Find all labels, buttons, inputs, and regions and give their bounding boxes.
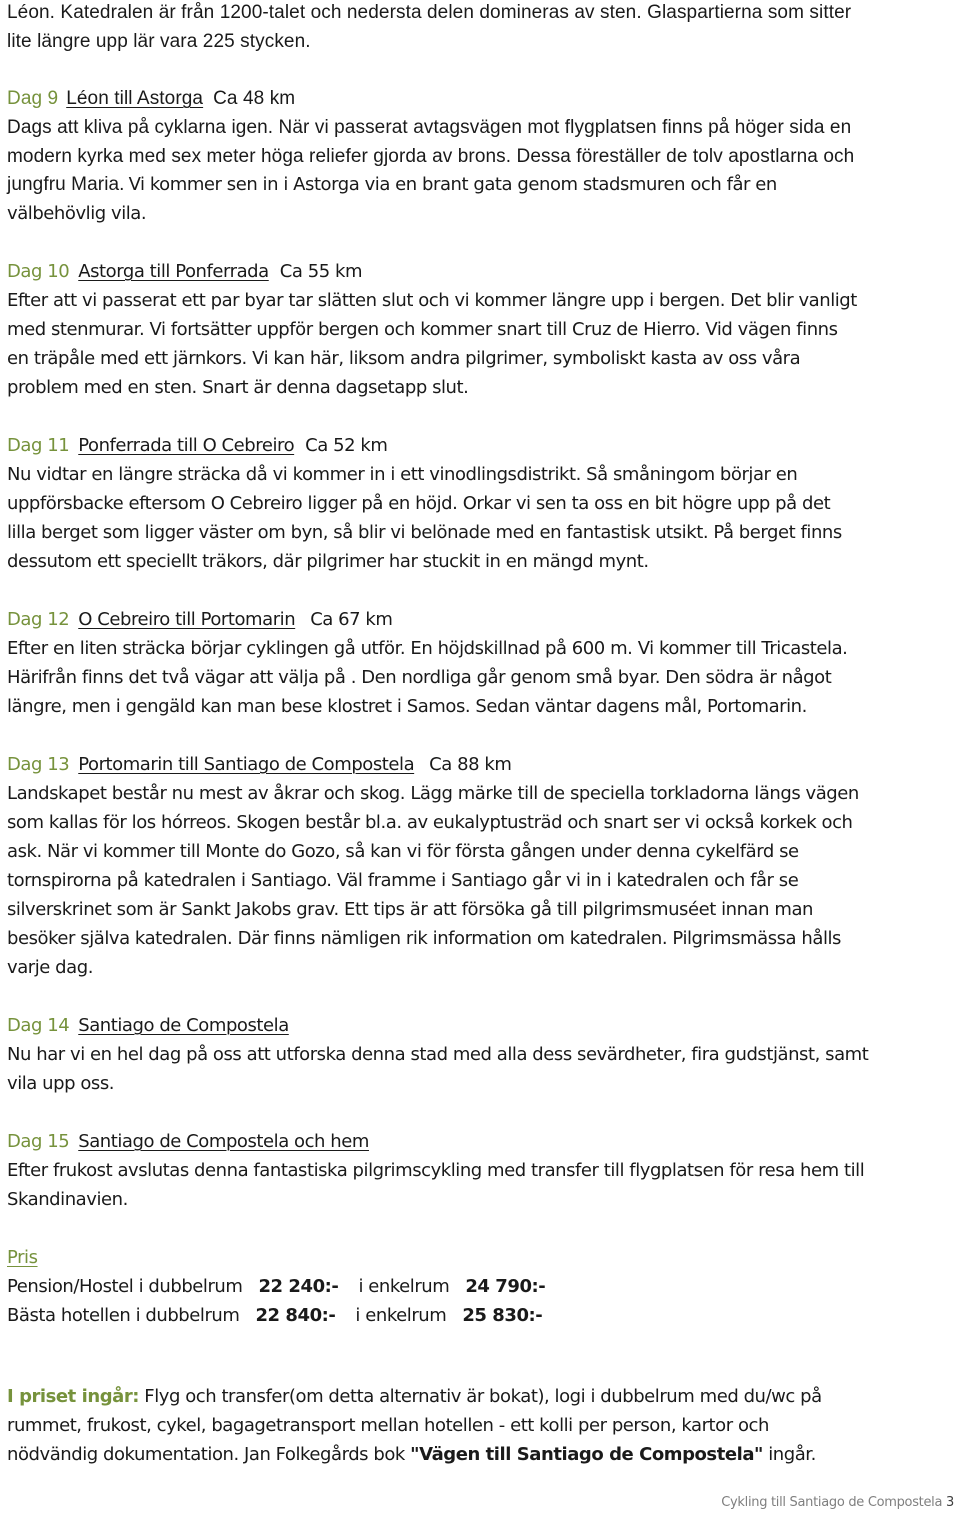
included-text-1: Flyg och transfer(om detta alternativ är bokat), logi i dubbelrum med du/wc på [139,1386,822,1407]
page-footer [721,1495,954,1510]
day9-distance: Ca 48 km [213,88,296,109]
day11-label: Dag 11 [7,435,70,456]
day11-heading [7,435,387,456]
day13-line-3: ask. När vi kommer till Monte do Gozo, så kan vi för första gången under denna cykelfärd se [7,841,799,862]
day9-label: Dag 9 [7,88,59,109]
footer-page-number: 3 [946,1495,954,1510]
day14-route: Santiago de Compostela [78,1015,289,1036]
day11-line-4: dessutom ett speciellt träkors, där pilgrimer har stuckit in en mängd mynt. [7,551,649,572]
day15-heading [7,1131,369,1152]
intro-line-2: lite längre upp lär vara 225 stycken. [7,31,311,52]
included-line-1 [7,1386,822,1407]
pris-row-2-double: 22 840:- [255,1305,336,1326]
day13-label: Dag 13 [7,754,70,775]
pris-row-2-name: Bästa hotellen i dubbelrum [7,1305,240,1326]
included-book-title: "Vägen till Santiago de Compostela" [410,1444,763,1465]
day15-line-2: Skandinavien. [7,1189,128,1210]
day12-line-2: Härifrån finns det två vägar att välja på . Den nordliga går genom små byar. Den södra är något [7,667,832,688]
day15-route: Santiago de Compostela och hem [78,1131,369,1152]
day9-line-1: Dags att kliva på cyklarna igen. När vi passerat avtagsvägen mot flygplatsen finns på höger sida en [7,117,852,138]
day10-label: Dag 10 [7,261,70,282]
day9-line-3b: Vi kommer sen in i Astorga via en brant gata genom stadsmuren och får en [128,174,777,195]
day13-line-4: tornspirorna på katedralen i Santiago. Väl framme i Santiago går vi in i katedralen och får se [7,870,799,891]
day10-line-4: problem med en sten. Snart är denna dagsetapp slut. [7,377,469,398]
day13-line-5: silverskrinet som är Sankt Jakobs grav. Ett tips är att försöka gå till pilgrimsmuséet innan man [7,899,813,920]
day13-heading [7,754,511,775]
day12-label: Dag 12 [7,609,70,630]
day13-line-1: Landskapet består nu mest av åkrar och skog. Lägg märke till de speciella torkladorna längs vägen [7,783,859,804]
footer-title: Cykling till Santiago de Compostela [721,1495,943,1510]
day13-line-2: som kallas för los hórreos. Skogen består bl.a. av eukalyptusträd och snart ser vi också korkek och [7,812,853,833]
day10-line-3: en träpåle med ett järnkors. Vi kan här, liksom andra pilgrimer, symboliskt kasta av oss våra [7,348,801,369]
day14-line-2: vila upp oss. [7,1073,115,1094]
included-line-2: rummet, frukost, cykel, bagagetransport mellan hotellen - ett kolli per person, kartor och [7,1415,769,1436]
included-line-3 [7,1444,816,1465]
day10-line-1: Efter att vi passerat ett par byar tar slätten slut och vi kommer längre upp i bergen. Det blir vanligt [7,290,857,311]
pris-row-2-single-label: i enkelrum [355,1305,447,1326]
day10-route: Astorga till Ponferrada [78,261,269,282]
day9-line-3a: jungfru Maria. [7,174,125,195]
pris-row-2 [7,1305,542,1326]
day14-line-1: Nu har vi en hel dag på oss att utforska denna stad med alla dess sevärdheter, fira gudstjänst, samt [7,1044,869,1065]
day12-line-1: Efter en liten sträcka börjar cyklingen gå utför. En höjdskillnad på 600 m. Vi kommer till Tricastela. [7,638,848,659]
included-text-3a: nödvändig dokumentation. Jan Folkegårds bok [7,1444,411,1465]
day11-line-2: uppförsbacke eftersom O Cebreiro ligger på en höjd. Orkar vi sen ta oss en bit högre upp på det [7,493,831,514]
day11-route: Ponferrada till O Cebreiro [78,435,295,456]
day11-line-1: Nu vidtar en längre sträcka då vi kommer in i ett vinodlingsdistrikt. Så småningom börjar en [7,464,798,485]
day15-label: Dag 15 [7,1131,70,1152]
pris-row-1-double: 22 240:- [258,1276,339,1297]
day10-heading [7,261,362,282]
intro-line-1: Léon. Katedralen är från 1200-talet och nedersta delen domineras av sten. Glaspartierna som sitter [7,2,852,23]
day12-heading [7,609,393,630]
pris-row-2-single: 25 830:- [462,1305,543,1326]
day9-route: Léon till Astorga [66,88,204,109]
pris-heading: Pris [7,1247,38,1268]
included-text-3c: ingår. [762,1444,816,1465]
day12-distance: Ca 67 km [310,609,393,630]
day9-line-2: modern kyrka med sex meter höga reliefer gjorda av brons. Dessa föreställer de tolv apostlarna och [7,146,855,167]
day13-line-6: besöker själva katedralen. Där finns nämligen rik information om katedralen. Pilgrimsmässa hålls [7,928,841,949]
day14-label: Dag 14 [7,1015,70,1036]
pris-row-1-single: 24 790:- [465,1276,546,1297]
pris-row-1 [7,1276,545,1297]
day11-line-3: lilla berget som ligger väster om byn, så blir vi belönade med en fantastisk utsikt. På berget finns [7,522,842,543]
included-label: I priset ingår: [7,1386,140,1407]
day10-distance: Ca 55 km [279,261,363,282]
pris-row-1-single-label: i enkelrum [358,1276,450,1297]
day9-line-4: välbehövlig vila. [7,203,147,224]
day11-distance: Ca 52 km [305,435,388,456]
day13-distance: Ca 88 km [429,754,512,775]
day9-line-3 [7,174,777,196]
day14-heading [7,1015,289,1036]
day15-line-1: Efter frukost avslutas denna fantastiska pilgrimscykling med transfer till flygplatsen för resa hem till [7,1160,865,1181]
day13-line-7: varje dag. [7,957,93,978]
day10-line-2: med stenmurar. Vi fortsätter uppför bergen och kommer snart till Cruz de Hierro. Vid vägen finns [7,319,838,340]
day12-line-3: längre, men i gengäld kan man bese klostret i Samos. Sedan väntar dagens mål, Portomarin. [7,696,807,717]
day9-heading [7,88,295,110]
pris-row-1-name: Pension/Hostel i dubbelrum [7,1276,243,1297]
day12-route: O Cebreiro till Portomarin [78,609,296,630]
day13-route: Portomarin till Santiago de Compostela [78,754,415,775]
